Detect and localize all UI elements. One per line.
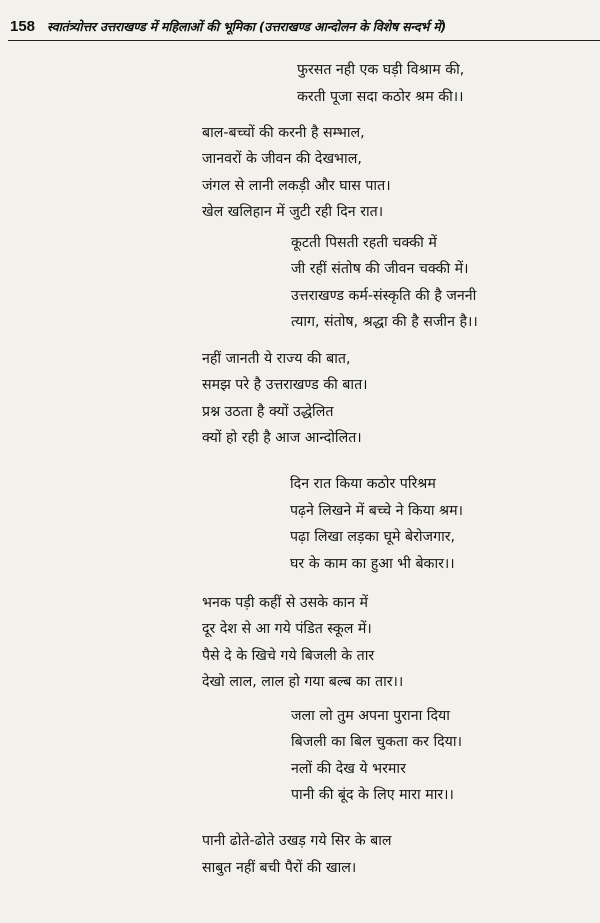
poem-line: खेल खलिहान में जुटी रही दिन रात। bbox=[202, 204, 384, 220]
poem-line: पानी की बूंद के लिए मारा मार।। bbox=[291, 787, 454, 803]
poem-line: नहीं जानती ये राज्य की बात, bbox=[202, 351, 351, 367]
poem-line: करती पूजा सदा कठोर श्रम की।। bbox=[297, 89, 464, 105]
poem-line: दूर देश से आ गये पंडित स्कूल में। bbox=[202, 621, 372, 637]
poem-line: जी रहीं संतोष की जीवन चक्की में। bbox=[291, 261, 469, 277]
poem-line: क्यों हो रही है आज आन्दोलित। bbox=[202, 430, 362, 446]
poem-line: प्रश्न उठता है क्यों उद्धेलित bbox=[202, 404, 334, 420]
poem-line: साबुत नहीं बची पैरों की खाल। bbox=[202, 860, 357, 876]
page-header bbox=[10, 14, 600, 38]
poem-line: पैसे दे के खिचे गये बिजली के तार bbox=[202, 648, 375, 664]
poem-line: समझ परे है उत्तराखण्ड की बात। bbox=[202, 377, 368, 393]
running-title: स्वातंत्र्योत्तर उत्तराखण्ड में महिलाओं की भूमिका (उत्तराखण्ड आन्दोलन के विशेष सन्दर्भ में) bbox=[47, 18, 447, 34]
header-rule bbox=[8, 40, 600, 41]
poem-line: बाल-बच्चों की करनी है सम्भाल, bbox=[202, 125, 365, 141]
poem-line: पढ़ने लिखने में बच्चे ने किया श्रम। bbox=[290, 503, 463, 519]
poem-line: पानी ढोते-ढोते उखड़ गये सिर के बाल bbox=[202, 833, 392, 849]
poem-line: त्याग, संतोष, श्रद्धा की है सजीन है।। bbox=[291, 314, 478, 330]
poem-line: नलों की देख ये भरमार bbox=[291, 761, 406, 777]
poem-line: फुरसत नही एक घड़ी विश्राम की, bbox=[297, 62, 465, 78]
poem-line: जंगल से लानी लकड़ी और घास पात। bbox=[202, 178, 391, 194]
poem-line: कूटती पिसती रहती चक्की में bbox=[291, 235, 437, 251]
poem-line: बिजली का बिल चुकता कर दिया। bbox=[291, 734, 462, 750]
page-number: 158 bbox=[10, 17, 36, 35]
poem-line: पढ़ा लिखा लड़का घूमे बेरोजगार, bbox=[290, 529, 456, 545]
poem-line: जानवरों के जीवन की देखभाल, bbox=[202, 151, 362, 167]
poem-line: दिन रात किया कठोर परिश्रम bbox=[290, 476, 436, 492]
poem-line: देखो लाल, लाल हो गया बल्ब का तार।। bbox=[202, 674, 404, 690]
poem-line: घर के काम का हुआ भी बेकार।। bbox=[290, 556, 455, 572]
poem-line: जला लो तुम अपना पुराना दिया bbox=[291, 708, 450, 724]
poem-line: भनक पड़ी कहीं से उसके कान में bbox=[202, 595, 369, 611]
poem-line: उत्तराखण्ड कर्म-संस्कृति की है जननी bbox=[291, 288, 477, 304]
